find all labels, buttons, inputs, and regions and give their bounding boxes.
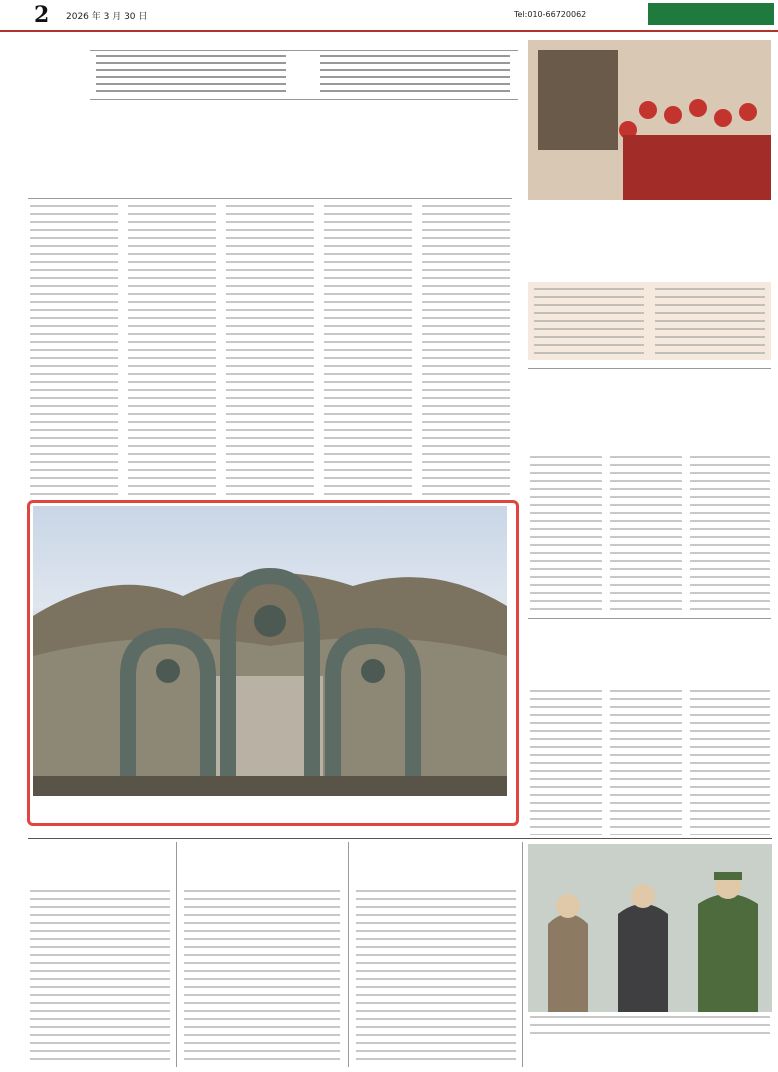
article-column — [610, 456, 682, 611]
masthead-logo — [648, 3, 774, 25]
article-column — [184, 890, 340, 1060]
monument-arches-illustration — [33, 506, 507, 796]
article-column — [30, 890, 170, 1060]
article-column — [690, 690, 770, 835]
column-rule — [176, 842, 177, 1067]
lead-box — [90, 50, 518, 100]
page-number: 2 — [34, 2, 50, 28]
photo-caption-lines — [530, 1016, 770, 1036]
column-rule — [522, 842, 523, 1067]
article-column — [530, 690, 602, 835]
article-column — [690, 456, 770, 611]
issue-date: 2026 年 3 月 30 日 — [66, 12, 148, 22]
column-rule — [348, 842, 349, 1067]
article-column — [530, 456, 602, 611]
article-column — [128, 205, 216, 495]
right-text-box — [528, 282, 771, 360]
article-column — [324, 205, 412, 495]
divider — [28, 198, 512, 199]
veterans-photo — [528, 844, 772, 1012]
article-column — [610, 690, 682, 835]
divider — [28, 838, 772, 839]
students-illustration — [528, 40, 771, 200]
article-column — [422, 205, 510, 495]
classroom-photo — [528, 40, 771, 200]
article-column — [30, 205, 118, 495]
divider — [528, 618, 771, 619]
article-column — [226, 205, 314, 495]
people-illustration — [528, 844, 772, 1012]
article-column — [356, 890, 516, 1060]
divider — [528, 368, 771, 369]
phone-number: Tel:010-66720062 — [514, 10, 587, 19]
main-photo — [33, 506, 507, 796]
